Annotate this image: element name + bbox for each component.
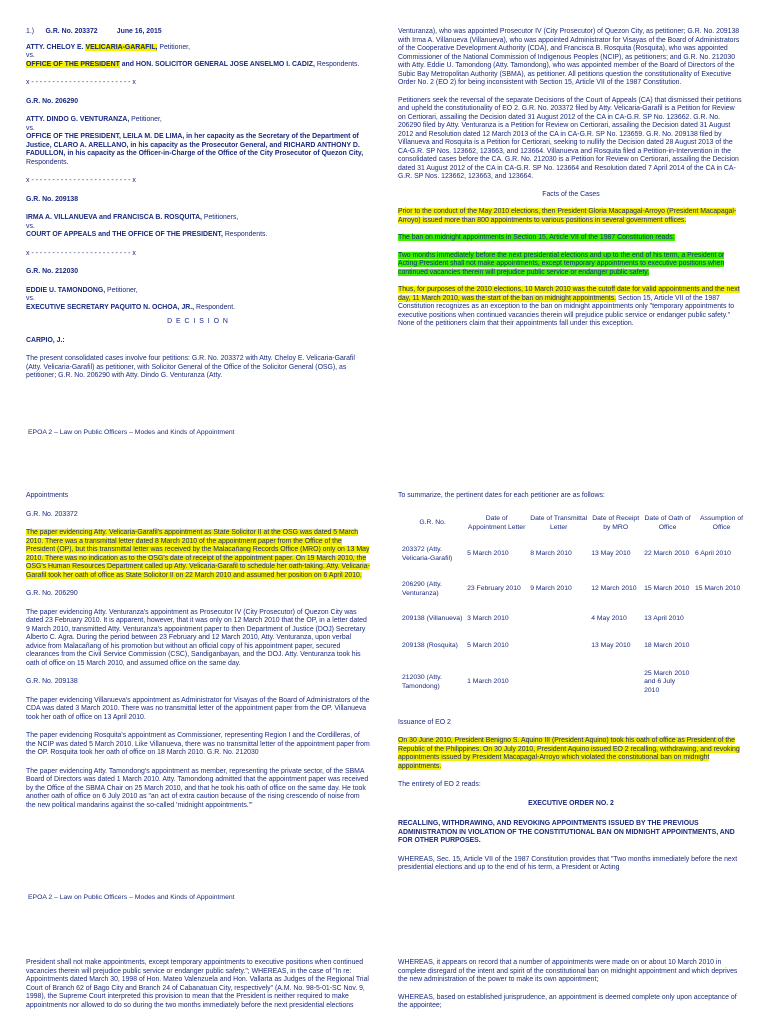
- table-cell: 4 May 2010: [591, 615, 627, 623]
- case3-pet-name: IRMA A. VILLANUEVA and FRANCISCA B. ROSQUITA,: [26, 214, 202, 221]
- case2-number: G.R. No. 206290: [26, 97, 79, 105]
- table-header-row: [400, 511, 750, 537]
- table-cell: 25 March 2010 and 6 July 2010: [644, 669, 690, 694]
- case3-resp-name: COURT OF APPEALS and THE OFFICE OF THE PRESIDENT,: [26, 231, 223, 238]
- table-cell: 5 March 2010: [467, 550, 509, 558]
- p2-para3: [398, 208, 744, 225]
- table-cell: 8 March 2010: [530, 550, 572, 558]
- table-cell: 209138 (Rosquita): [402, 642, 458, 650]
- eo-title: EXECUTIVE ORDER NO. 2: [528, 799, 614, 807]
- table-cell: 13 May 2010: [591, 642, 631, 650]
- p2-para3-text: Prior to the conduct of the May 2010 elections, then President Gloria Macapagal-Arroyo (President Macapagal-Arroyo) issued more than 800 appointments to various positions in several government offices.: [398, 208, 737, 224]
- page-3: [0, 466, 384, 906]
- p3-para1: [26, 529, 370, 580]
- whereas-1: WHEREAS, Sec. 15, Article VII of the 1987 Constitution provides that "Two months immediately before the next presidential elections and up to the end of his term, a President or Acting: [398, 855, 738, 871]
- case3-pet-role: Petitioners,: [201, 214, 239, 221]
- case1-vs: vs.: [26, 52, 35, 59]
- dates-table: [400, 511, 750, 705]
- page-4-content: [398, 492, 744, 873]
- page-1: [0, 0, 384, 436]
- case2-resp-name: OFFICE OF THE PRESIDENT, LEILA M. DE LIMA, in her capacity as the Secretary of the Department of Justice, CLARO A. ARELLANO, in his capacity as the Prosecutor General, and RICHARD ANTHONY D. FADULLON, in his capacity as the Officer-in-Charge of the Office of the City Prosecutor of Quezon City,: [26, 133, 364, 157]
- table-cell: 206290 (Atty. Venturanza): [402, 581, 442, 597]
- case1-pet-role: Petitioner,: [157, 43, 191, 51]
- eo-subtitle: RECALLING, WITHDRAWING, AND REVOKING APPOINTMENTS ISSUED BY THE PREVIOUS ADMINISTRATION IN VIOLATION OF THE CONSTITUTIONAL BAN ON MIDNIGHT APPOINTMENTS, AND FOR OTHER PURPOSES.: [398, 820, 735, 844]
- table-cell: 9 March 2010: [530, 585, 572, 593]
- case1-pet-name: ATTY. CHELOY E.: [26, 43, 86, 51]
- decision-title: D E C I S I O N: [167, 318, 229, 325]
- p6-para2: WHEREAS, based on established jurisprudence, an appointment is deemed complete only upon acceptance of the appointee;: [398, 993, 737, 1009]
- p3-para5: The paper evidencing Atty. Tamondong's appointment as member, representing the private sector, of the SBMA Board of Directors was dated 1 March 2010. Atty. Tamondong admitted that the appointment paper was received by the Office of the SBMA Chair on 25 March 2010, and that he took his oath of office on the same day. He took another oath of office on 6 July 2010 as "an act of extra caution because of the rising crescendo of noise from the new political mandarins against the so-called 'midnight appointments.'": [26, 767, 369, 809]
- p2-para1: Venturanza), who was appointed Prosecutor IV (City Prosecutor) of Quezon City, as petitioner; G.R. No. 209138 with Irma A. Villanueva (Villanueva), who was appointed Administrator for Visayas of the Board of Administrators of the Cooperative Development Authority (CDA), and Francisca B. Rosquita (Rosquita), who was appointed Commissioner of the National Commission of Indigenous Peoples (NCIP), as petitioners; and G.R. No. 212030 with Atty. Eddie U. Tamondong (Atty. Tamondong), who was appointed member of the Board of Directors of the Subic Bay Metropolitan Authority (SBMA), as petitioner. All petitions question the constitutionality of Executive Order No. 2 (EO 2) for being inconsistent with Section 15, Article VII of the 1987 Constitution.: [398, 28, 740, 86]
- table-cell: 1 March 2010: [467, 678, 509, 686]
- case3-resp-role: Respondents.: [222, 231, 268, 238]
- col-header: Assumption of Office: [699, 515, 744, 531]
- table-row: [400, 537, 750, 573]
- case1-resp-highlight: OFFICE OF THE PRESIDENT: [26, 60, 120, 68]
- table-cell: [693, 661, 750, 705]
- table-cell: 6 April 2010: [694, 550, 731, 558]
- p3-para1-text: The paper evidencing Atty. Velicaria-Garafil's appointment as State Solicitor II at the OSG was dated 5 March 2010. There was a transmittal letter dated 8 March 2010 of the appointment paper from the Office of the President (OP), but this transmittal letter was received by the Malacañang Records Office (MRO) only on 13 May 2010. There was no indication as to the OSG's date of receipt of the appointment paper. On 19 March 2010, the OSG's Human Resources Department called up Atty. Velicaria-Garafil to schedule her oath-taking. Atty. Velicaria-Garafil took her oath of office as State Solicitor II on 22 March 2010 and assumed her position on 6 April 2010.: [26, 529, 370, 579]
- col-header: Date of Oath of Office: [644, 515, 691, 531]
- case1-respondent: [26, 61, 370, 70]
- entirety-text: The entirety of EO 2 reads:: [398, 781, 481, 788]
- table-row: [400, 633, 750, 661]
- p2-para6-highlight: Thus, for purposes of the 2010 elections, 10 March 2010 was the cutoff date for valid appointments and the next day, 11 March 2010, was the start of the ban on midnight appointments.: [398, 286, 740, 302]
- table-cell: 13 May 2010: [591, 550, 631, 558]
- case1-resp-role: Respondents.: [314, 60, 360, 68]
- table-cell: [693, 633, 750, 661]
- divider: x - - - - - - - - - - - - - - - - - - - - - - - - x: [26, 249, 136, 257]
- divider: x - - - - - - - - - - - - - - - - - - - - - - - - x: [26, 177, 136, 184]
- page-1-content: [26, 28, 370, 381]
- page-5: [0, 955, 384, 1024]
- case4-pet-role: Petitioner,: [105, 286, 138, 294]
- p2-para5: [398, 252, 744, 278]
- facts-heading: Facts of the Cases: [542, 190, 600, 198]
- table-cell: 3 March 2010: [467, 615, 509, 623]
- p2-para4: [398, 234, 744, 243]
- table-cell: 15 March 2010: [694, 585, 741, 593]
- case4-pet-name: EDDIE U. TAMONDONG,: [26, 286, 106, 294]
- case1-resp-name: and HON. SOLICITOR GENERAL JOSE ANSELMO I. CADIZ,: [119, 60, 315, 68]
- divider: x - - - - - - - - - - - - - - - - - - - - - - - - x: [26, 79, 136, 86]
- p2-para5-text: Two months immediately before the next presidential elections and up to the end of his term, a President or Acting President shall not make appointments, except temporary appointments to executive positions when continued vacancies therein will prejudice public service or endanger public safety.: [398, 251, 725, 276]
- case1-pet-highlight: VELICARIA-GARAFIL,: [85, 43, 158, 51]
- table-cell: 5 March 2010: [467, 642, 509, 650]
- case1-date: June 16, 2015: [116, 28, 162, 35]
- table-cell: 22 March 2010: [644, 550, 690, 558]
- page-6-content: [398, 959, 744, 1011]
- case3-petitioner: [26, 214, 370, 223]
- page-2-content: [398, 28, 744, 329]
- p3-no3: G.R. No. 209138: [26, 678, 78, 685]
- col-header: Date of Receipt by MRO: [592, 515, 640, 531]
- table-cell: [589, 661, 642, 705]
- table-cell: 12 March 2010: [591, 585, 637, 593]
- p3-no2: G.R. No. 206290: [26, 590, 78, 597]
- page-6: [384, 955, 768, 1024]
- p2-para2: Petitioners seek the reversal of the separate Decisions of the Court of Appeals (CA) that dismissed their petitions and upheld the constitutionality of EO 2. G.R. No. 203372 filed by Atty. Velicaria-Garafil is a Petition for Review on Certiorari, assailing the Decision dated 31 August 2012 of the CA in CA-G.R. SP No. 123662. G.R. No. 206290 filed by Atty. Venturanza is a Petition for Review on Certiorari, assailing the Decision dated 31 August 2012 and Resolution dated 12 March 2013 of the CA in CA-G.R. SP No. 123659. G.R. No. 209138 filed by Villanueva and Rosquita is a Petition for Certiorari, seeking to nullify the Decision dated 28 August 2013 of the CA-G.R. SP Nos. 123662, 123663, and 123664. Villanueva and Rosquita filed a Petition-in-Intervention in the consolidated cases before the CA. G.R. No. 212030 is a Petition for Review on Certiorari, assailing the Decision dated 31 August 2012 of the CA in CA-G.R. SP No. 123664 and Resolution dated 7 April 2014 of the CA in CA-G.R. SP Nos. 123662, 123663, and 123664.: [398, 96, 742, 180]
- table-cell: 18 March 2010: [644, 642, 690, 650]
- p5-para1: President shall not make appointments, except temporary appointments to executive positions when continued vacancies therein will prejudice public service or endanger public safety."; WHEREAS, in the case of "In re: Appointments dated March 30, 1998 of Hon. Mateo Valenzuela and Hon. Vallarta as Judges of the Regional Trial Court of Branch 62 of Bago City and Branch 24 of Cabanatuan City, respectively" (A.M. No. 98-5-01-SC Nov. 9, 1998), the Supreme Court interpreted this provision to mean that the President is neither required to make appointments nor allowed to do so during the two months immediately before the next presidential elections: [26, 959, 369, 1009]
- table-cell: 209138 (Villanueva): [402, 615, 463, 623]
- case4-resp-role: Respondent.: [194, 303, 236, 311]
- p4-para1: [398, 737, 744, 771]
- p3-no1: G.R. No. 203372: [26, 510, 78, 518]
- page-footer: EPOA 2 – Law on Public Officers – Modes and Kinds of Appointment: [28, 894, 235, 901]
- table-row: [400, 607, 750, 633]
- case3-vs: vs.: [26, 222, 35, 230]
- case4-resp-name: EXECUTIVE SECRETARY PAQUITO N. OCHOA, JR.,: [26, 303, 195, 311]
- case1-petitioner: [26, 44, 370, 53]
- table-cell: [528, 607, 589, 633]
- p3-para4: The paper evidencing Rosquita's appointment as Commissioner, representing Region I and the Cordilleras, of the NCIP was dated 5 March 2010. Like Villanueva, there was no transmittal letter of the appointment paper from the OP. Rosquita took her oath of office on 18 March 2010. G.R. No. 212030: [26, 732, 370, 756]
- page-5-content: [26, 959, 370, 1010]
- table-cell: [528, 661, 589, 705]
- intro-paragraph: The present consolidated cases involve four petitions: G.R. No. 203372 with Atty. Cheloy E. Velicaria-Garafil (Atty. Velicaria-Garafil) as petitioner, with Solicitor General of the Office of the Solicitor General (OSG), as petitioner; G.R. No. 206290 with Atty. Dindo G. Venturanza (Atty.: [26, 355, 355, 379]
- case2-resp-role: Respondents.: [26, 158, 69, 166]
- table-cell: 203372 (Atty. Velicaria-Garafil): [402, 546, 453, 562]
- p3-para3: The paper evidencing Villanueva's appointment as Administrator for Visayas of the Board of Administrators of the CDA was dated 3 March 2010. There was no transmittal letter of the appointment paper from the OP. Villanueva took her oath of office on 13 April 2010.: [26, 696, 370, 721]
- page-3-content: [26, 492, 370, 810]
- p6-para1: WHEREAS, it appears on record that a number of appointments were made on or about 10 March 2010 in complete disregard of the intent and spirit of the constitutional ban on midnight appointment and which deprives the new administration of the power to make its own appointment;: [398, 959, 738, 983]
- table-cell: 13 April 2010: [644, 615, 684, 623]
- case-heading: [26, 28, 370, 37]
- case2-pet-role: Petitioner,: [129, 116, 162, 123]
- table-row: [400, 661, 750, 705]
- case2-respondent: [26, 133, 370, 167]
- page-footer: EPOA 2 – Law on Public Officers – Modes and Kinds of Appointment: [28, 429, 235, 436]
- case4-vs: vs.: [26, 295, 35, 302]
- p4-para1-text: On 30 June 2010, President Benigno S. Aquino III (President Aquino) took his oath of office as President of the Republic of the Philippines. On 30 July 2010, President Aquino issued EO 2 recalling, withdrawing, and revoking appointments issued by President Macapagal-Arroyo which violated the constitutional ban on midnight appointments.: [398, 737, 740, 770]
- col-header: G.R. No.: [419, 519, 446, 527]
- case2-vs: vs.: [26, 124, 35, 132]
- col-header: Date of Appointment Letter: [467, 515, 526, 531]
- case2-petitioner: [26, 116, 370, 125]
- table-cell: 15 March 2010: [644, 585, 690, 593]
- p2-para6-rest: Section 15, Article VII of the 1987 Constitution recognizes as an exception to the ban on midnight appointments only "temporary appointments to executive positions when continued vacancies therein will prejudice public service or endanger public safety." None of the petitioners claim that their appointments fall under this exception.: [398, 294, 735, 327]
- table-row: [400, 573, 750, 607]
- ponente: CARPIO, J.:: [26, 336, 65, 344]
- table-cell: 23 February 2010: [467, 585, 521, 593]
- summary-text: To summarize, the pertinent dates for each petitioner are as follows:: [398, 492, 605, 499]
- issuance-heading: Issuance of EO 2: [398, 718, 451, 726]
- case4-petitioner: [26, 287, 370, 296]
- table-cell: [693, 607, 750, 633]
- table-cell: 212030 (Atty. Tamondong): [402, 674, 442, 690]
- case2-pet-name: ATTY. DINDO G. VENTURANZA,: [26, 116, 130, 123]
- case4-respondent: [26, 304, 370, 313]
- case-number: 1.): [26, 28, 35, 35]
- page-4: [384, 466, 768, 906]
- table-cell: [528, 633, 589, 661]
- col-header: Date of Transmittal Letter: [530, 515, 588, 531]
- case3-respondent: [26, 231, 370, 240]
- case3-number: G.R. No. 209138: [26, 195, 79, 203]
- appointments-heading: Appointments: [26, 492, 69, 499]
- case1-number: G.R. No. 203372: [45, 28, 98, 35]
- p2-para6: [398, 286, 744, 329]
- case4-number: G.R. No. 212030: [26, 268, 79, 275]
- p3-para2: The paper evidencing Atty. Venturanza's appointment as Prosecutor IV (City Prosecutor) of Quezon City was dated 23 February 2010. It is apparent, however, that it was only on 12 March 2010 that the OP, in a letter dated 9 March 2010, transmitted Atty. Venturanza's appointment paper to then Department of Justice (DOJ) Secretary Alberto C. Agra. During the period between 23 February and 12 March 2010, Atty. Venturanza, upon verbal advice from Malacañang of his promotion but without an official copy of his appointment paper, secured clearances from the Civil Service Commission (CSC), Sandiganbayan, and the DOJ. Atty. Venturanza took his oath of office on 15 March 2010, and assumed office on the same day.: [26, 608, 367, 667]
- page-2: [384, 0, 768, 341]
- p2-para4-text: The ban on midnight appointments in Section 15, Article VII of the 1987 Constitution reads:: [398, 234, 675, 241]
